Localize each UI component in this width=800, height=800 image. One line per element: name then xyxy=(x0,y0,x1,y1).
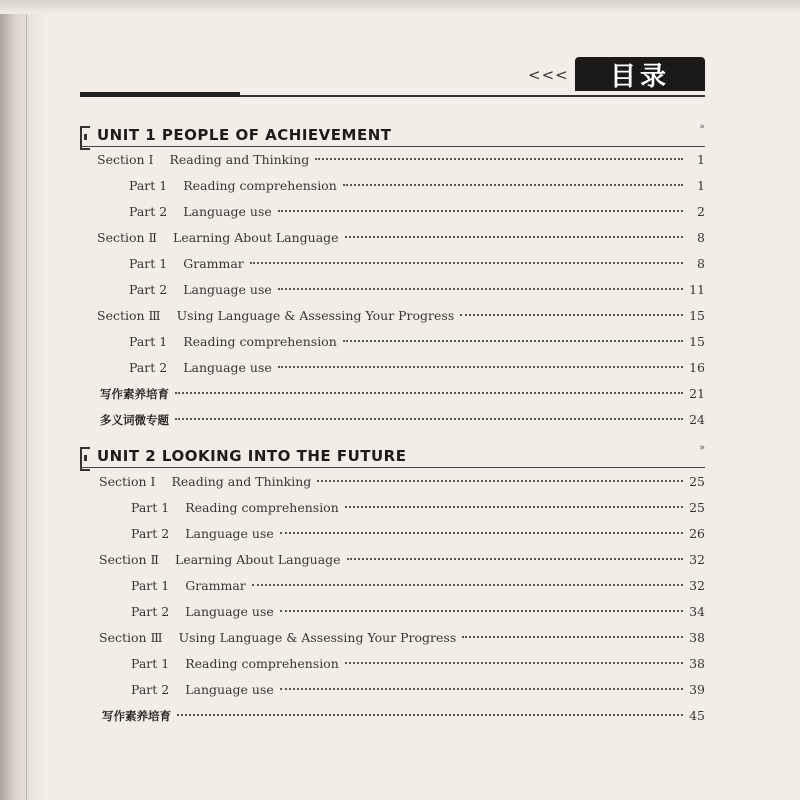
book-binding-line xyxy=(26,0,27,800)
toc-page-number: 38 xyxy=(689,656,705,671)
toc-part-entry xyxy=(129,282,705,302)
toc-dot-leader xyxy=(280,610,683,612)
toc-entry-label: Reading comprehension xyxy=(183,334,337,349)
toc-entry-number: Section Ⅰ xyxy=(97,152,154,167)
toc-page-number: 8 xyxy=(697,256,705,271)
toc-page-number: 25 xyxy=(689,474,705,489)
toc-page-number: 32 xyxy=(689,552,705,567)
unit-1-heading xyxy=(80,124,705,150)
toc-page-number: 39 xyxy=(689,682,705,697)
toc-part-entry xyxy=(131,682,705,702)
toc-entry-label: Reading comprehension xyxy=(185,500,339,515)
toc-entry-number: Section Ⅱ xyxy=(97,230,158,245)
unit-2-heading xyxy=(80,445,705,471)
toc-entry-number: Part 2 xyxy=(129,204,168,219)
toc-part-entry xyxy=(129,334,705,354)
toc-entry-number: Section Ⅱ xyxy=(99,552,160,567)
toc-dot-leader xyxy=(343,340,683,342)
toc-entry-label: Reading and Thinking xyxy=(169,152,310,167)
toc-entry-number: Part 2 xyxy=(131,682,170,697)
toc-section-entry xyxy=(97,308,705,328)
toc-entry-number: Section Ⅰ xyxy=(99,474,156,489)
toc-page-number: 32 xyxy=(689,578,705,593)
toc-page-number: 15 xyxy=(689,308,705,323)
toc-dot-leader xyxy=(177,714,683,716)
unit-rule xyxy=(80,467,705,468)
toc-dot-leader xyxy=(347,558,683,560)
toc-dot-leader xyxy=(175,418,683,420)
page-title: 目录 xyxy=(575,57,705,91)
toc-page-number: 26 xyxy=(689,526,705,541)
toc-dot-leader xyxy=(315,158,683,160)
toc-page-number: 1 xyxy=(697,152,705,167)
toc-special-entry xyxy=(100,412,705,432)
toc-dot-leader xyxy=(343,184,683,186)
toc-part-entry xyxy=(129,178,705,198)
toc-entry-label: Grammar xyxy=(183,256,244,271)
toc-part-entry xyxy=(129,204,705,224)
toc-page-number: 24 xyxy=(689,412,705,427)
toc-entry-label: Language use xyxy=(183,360,272,375)
toc-page-number: 2 xyxy=(697,204,705,219)
toc-page-number: 8 xyxy=(697,230,705,245)
unit-title: UNIT 2 LOOKING INTO THE FUTURE xyxy=(97,447,407,465)
toc-dot-leader xyxy=(278,288,683,290)
toc-part-entry xyxy=(131,526,705,546)
toc-section-entry xyxy=(97,152,705,172)
toc-entry-label: Language use xyxy=(185,526,274,541)
toc-entry-number: Section Ⅲ xyxy=(97,308,161,323)
toc-entry-number: Part 1 xyxy=(131,500,170,515)
toc-page-number: 15 xyxy=(689,334,705,349)
toc-special-entry xyxy=(100,386,705,406)
toc-dot-leader xyxy=(460,314,683,316)
toc-entry-label: 多义词微专题 xyxy=(100,413,169,427)
toc-entry-label: 写作素养培育 xyxy=(102,709,171,723)
toc-entry-number: Part 2 xyxy=(131,604,170,619)
toc-dot-leader xyxy=(252,584,683,586)
toc-entry-label: Using Language & Assessing Your Progress xyxy=(176,308,455,323)
toc-dot-leader xyxy=(462,636,683,638)
toc-dot-leader xyxy=(345,662,683,664)
toc-dot-leader xyxy=(278,210,683,212)
toc-dot-leader xyxy=(250,262,683,264)
toc-page-number: 38 xyxy=(689,630,705,645)
toc-part-entry xyxy=(131,656,705,676)
toc-section-entry xyxy=(97,230,705,250)
toc-entry-label: Grammar xyxy=(185,578,246,593)
toc-dot-leader xyxy=(278,366,683,368)
header-rule-accent xyxy=(80,92,240,97)
toc-entry-label: Learning About Language xyxy=(175,552,341,567)
toc-special-entry xyxy=(102,708,705,728)
toc-section-entry xyxy=(99,552,705,572)
toc-entry-number: Section Ⅲ xyxy=(99,630,163,645)
toc-part-entry xyxy=(131,500,705,520)
toc-section-entry xyxy=(99,630,705,650)
toc-page-number: 21 xyxy=(689,386,705,401)
toc-entry-label: Reading comprehension xyxy=(183,178,337,193)
toc-part-entry xyxy=(131,578,705,598)
toc-entry-label: Using Language & Assessing Your Progress xyxy=(178,630,457,645)
toc-entry-number: Part 1 xyxy=(129,256,168,271)
toc-dot-leader xyxy=(175,392,683,394)
toc-page-number: 11 xyxy=(689,282,705,297)
toc-page-number: 1 xyxy=(697,178,705,193)
toc-entry-label: Reading and Thinking xyxy=(171,474,312,489)
toc-entry-number: Part 2 xyxy=(129,282,168,297)
unit-title: UNIT 1 PEOPLE OF ACHIEVEMENT xyxy=(97,126,392,144)
toc-dot-leader xyxy=(345,506,683,508)
toc-entry-number: Part 1 xyxy=(129,334,168,349)
toc-entry-label: 写作素养培育 xyxy=(100,387,169,401)
toc-part-entry xyxy=(131,604,705,624)
toc-entry-number: Part 2 xyxy=(129,360,168,375)
unit-mark: » xyxy=(699,122,705,132)
toc-entry-label: Learning About Language xyxy=(173,230,339,245)
toc-entry-label: Reading comprehension xyxy=(185,656,339,671)
toc-entry-number: Part 1 xyxy=(131,656,170,671)
page-top-shadow xyxy=(0,0,800,14)
toc-section-entry xyxy=(99,474,705,494)
toc-entry-number: Part 1 xyxy=(129,178,168,193)
toc-page-number: 45 xyxy=(689,708,705,723)
toc-part-entry xyxy=(129,256,705,276)
toc-entry-label: Language use xyxy=(185,604,274,619)
toc-entry-number: Part 1 xyxy=(131,578,170,593)
book-spine-shadow xyxy=(0,0,48,800)
unit-mark: » xyxy=(699,443,705,453)
toc-dot-leader xyxy=(345,236,683,238)
toc-entry-label: Language use xyxy=(183,282,272,297)
toc-page-number: 25 xyxy=(689,500,705,515)
toc-part-entry xyxy=(129,360,705,380)
toc-dot-leader xyxy=(280,688,683,690)
toc-dot-leader xyxy=(280,532,683,534)
toc-entry-label: Language use xyxy=(183,204,272,219)
toc-entry-number: Part 2 xyxy=(131,526,170,541)
toc-page-number: 34 xyxy=(689,604,705,619)
unit-rule xyxy=(80,146,705,147)
header-arrows: <<< xyxy=(528,66,569,84)
toc-dot-leader xyxy=(317,480,683,482)
toc-page-number: 16 xyxy=(689,360,705,375)
toc-entry-label: Language use xyxy=(185,682,274,697)
